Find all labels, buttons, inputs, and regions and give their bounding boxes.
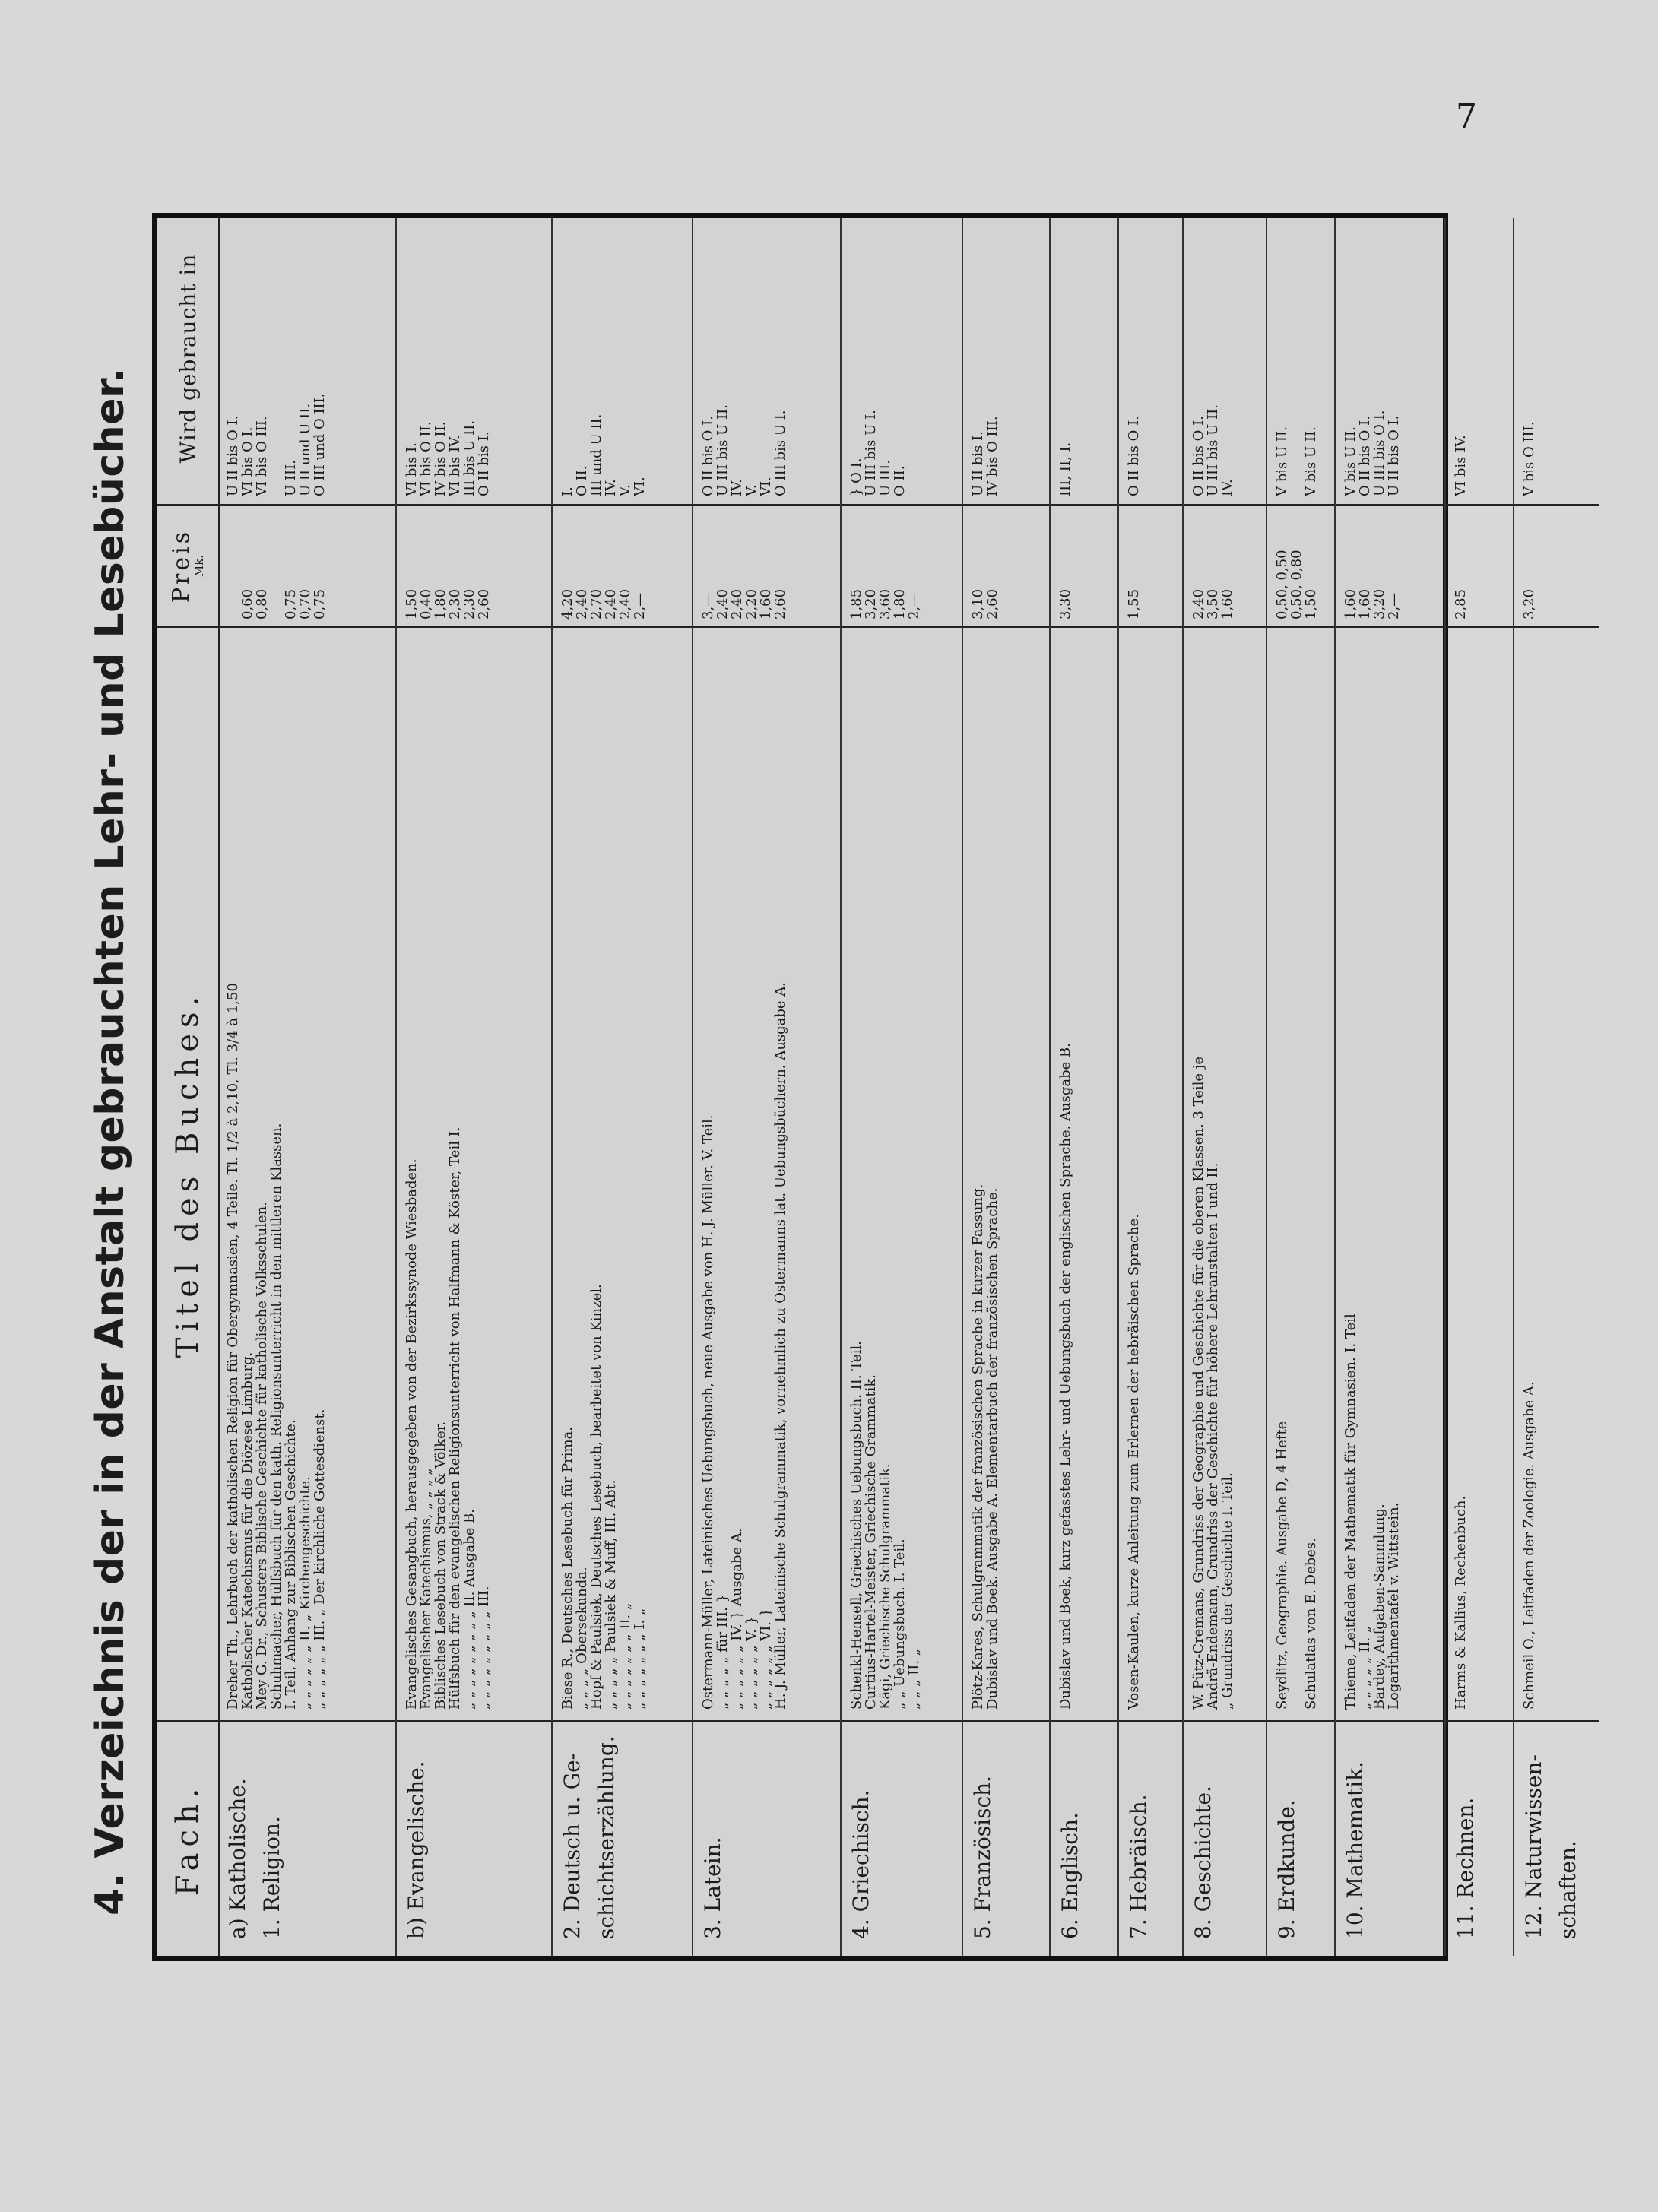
wird-line: O II bis I. (476, 431, 492, 496)
titel-line: Dreher Th., Lehrbuch der katholischen Religion für Obergymnasien, 4 Teile. Tl. 1/2 à 2,10, Tl. 3/4 à 1,50 (225, 983, 241, 1710)
titel-line: „ „ „ II. „ (906, 1648, 922, 1710)
wird-line (1289, 217, 1304, 496)
wird-line: U III bis U II. (1205, 404, 1221, 496)
preis-line: 3,20 (863, 588, 879, 620)
titel-line: Ostermann-Müller, Lateinisches Uebungsbuch, neue Ausgabe von H. J. Müller. V. Teil. (700, 1114, 716, 1710)
titel-line: W. Pütz-Cremans, Grundriss der Geographie und Geschichte für die oberen Klassen. 3 Teile je (1190, 1056, 1206, 1710)
titel-line: Hopf & Paulsiek, Deutsches Lesebuch, bearbeitet von Kinzel. (588, 1284, 604, 1710)
cell-wird-gebraucht (1119, 213, 1182, 504)
preis-line: 2,40 (574, 588, 590, 620)
cell-fach (693, 1720, 840, 1956)
titel-line: „ „ „ „ „ für III. } (715, 1593, 731, 1710)
titel-line: „ „ „ „ „ II. „ (1357, 1625, 1373, 1710)
cell-wird-gebraucht (397, 213, 551, 504)
book-list-table (152, 213, 1580, 1961)
preis-line: 3,— (700, 592, 716, 620)
wird-line: U III. (877, 460, 893, 496)
table-row (1184, 218, 1267, 1956)
wird-line: O II. (574, 465, 590, 496)
cell-titel (963, 626, 1049, 1720)
preis-line: 0,40 (418, 588, 434, 620)
preis-line: 1,60 (758, 588, 774, 620)
wird-line: U III bis O I. (1371, 410, 1387, 496)
wird-line: O III und O III. (312, 393, 328, 496)
wird-line: IV bis O III. (984, 416, 1000, 496)
wird-line: VI bis O I. (239, 426, 255, 496)
preis-line: 0,75 (312, 588, 328, 620)
cell-preis (1119, 504, 1182, 626)
preis-line: 2,60 (984, 588, 1000, 620)
titel-line: Logarithmentafel v. Wittstein. (1386, 1502, 1402, 1710)
preis-line: 1,60 (1357, 588, 1373, 620)
wird-line: IV. (1219, 479, 1235, 496)
preis-line: 1,80 (892, 588, 908, 620)
titel-line: Curtius-Hartel-Meister, Griechische Grammatik. (863, 1374, 879, 1710)
wird-line: I. (560, 486, 575, 496)
preis-line: 0,50, 0,80 (1289, 550, 1305, 620)
table-row (218, 218, 397, 1956)
cell-titel (1184, 626, 1266, 1720)
titel-line: Schuhmacher, Hülfsbuch für den kath. Religionsunterricht in den mittleren Klassen. (268, 1123, 284, 1710)
wird-line: III bis U II. (461, 420, 477, 496)
wird-line: } O I. (848, 458, 864, 496)
table-row (1514, 218, 1599, 1956)
wird-line: O II bis O I. (1357, 416, 1373, 496)
wird-line: U III bis U I. (863, 410, 879, 496)
cell-wird-gebraucht (1446, 213, 1513, 504)
table-row (397, 218, 553, 1956)
cell-preis (1336, 504, 1444, 626)
titel-line: „ „ „ „ „ „ III. „ Der kirchliche Gottesdienst. (312, 1409, 328, 1710)
titel-line: Biese R., Deutsches Lesebuch für Prima. (560, 1427, 575, 1710)
wird-line: O II bis O I. (1126, 416, 1142, 496)
titel-line: Schulatlas von E. Debes. (1303, 1538, 1319, 1710)
wird-line: U II und U II. (297, 403, 313, 496)
preis-line: 2,60 (772, 588, 788, 620)
preis-line: 1,55 (1126, 588, 1142, 620)
table-row (1119, 218, 1184, 1956)
cell-wird-gebraucht (1514, 213, 1599, 504)
wird-line: IV. (603, 479, 619, 496)
wird-line: V bis O III. (1521, 421, 1537, 496)
cell-wird-gebraucht (963, 213, 1049, 504)
cell-wird-gebraucht (693, 213, 840, 504)
preis-line (226, 511, 240, 620)
cell-fach (1184, 1720, 1266, 1956)
cell-preis (553, 504, 692, 626)
preis-line: 2,30 (461, 588, 477, 620)
wird-line: V bis U II. (1343, 426, 1358, 496)
wird-line: V bis U II. (1303, 426, 1319, 496)
cell-preis (1267, 504, 1334, 626)
cell-preis (397, 504, 551, 626)
titel-line: Hülfsbuch für den evangelischen Religionsunterricht von Halfmann & Köster, Teil I. (447, 1127, 463, 1710)
table-row (1267, 218, 1336, 1956)
table-row (1446, 218, 1514, 1956)
preis-line: 0,60 (239, 588, 255, 620)
fach-label: 11. Rechnen. (1453, 1797, 1478, 1939)
wird-line: III und U II. (588, 414, 604, 496)
cell-preis (1514, 504, 1599, 626)
wird-line: O II. (892, 465, 908, 496)
titel-line: Evangelisches Gesangbuch, herausgegeben von der Bezirkssynode Wiesbaden. (404, 1158, 420, 1710)
wird-line: VI. (632, 477, 648, 496)
wird-line: O III bis U I. (772, 410, 788, 496)
cell-preis (1051, 504, 1117, 626)
titel-line: „ „ „ „ „ „ „ I. „ (632, 1608, 648, 1710)
wird-line: U II bis O I. (1386, 415, 1402, 496)
titel-line: „ „ „ „ „ „ „ „ „ III. (476, 1586, 492, 1710)
cell-titel (1514, 626, 1599, 1720)
wird-line: VI bis O III. (254, 416, 270, 496)
preis-line: 2,— (906, 592, 922, 620)
preis-line: 1,80 (433, 588, 449, 620)
titel-line: „ „ „ „ „ „ II. „ Kirchengeschichte. (297, 1476, 313, 1710)
header-titel: Titel des Buches. (157, 626, 218, 1720)
preis-line: 0,70 (297, 588, 313, 620)
wird-line: III, II, I. (1057, 442, 1073, 496)
wird-line: O II bis O I. (1190, 416, 1206, 496)
preis-line: 0,50, 0,50 (1274, 550, 1290, 620)
wird-line: U II bis O I. (225, 415, 241, 496)
wird-line: VI bis I. (404, 442, 420, 496)
titel-line: Mey G. Dr., Schusters Biblische Geschichte für katholische Volksschulen. (254, 1202, 270, 1710)
preis-line: 2,60 (476, 588, 492, 620)
cell-titel (218, 626, 395, 1720)
titel-line: Seydlitz, Geographie. Ausgabe D, 4 Hefte (1274, 1421, 1290, 1710)
cell-titel (397, 626, 551, 1720)
titel-line: Plötz-Kares, Schulgrammatik der französischen Sprache in kurzer Fassung. (970, 1184, 986, 1710)
cell-fach (1446, 1720, 1513, 1956)
wird-line: V. (743, 484, 759, 496)
cell-fach (1514, 1720, 1599, 1956)
table-row (842, 218, 963, 1956)
titel-line: „ „ „ „ „ „ VI. } (758, 1608, 774, 1710)
titel-line: Harms & Kallius, Rechenbuch. (1453, 1495, 1469, 1710)
titel-line: H. J. Müller, Lateinische Schulgrammatik, vornehmlich zu Ostermanns lat. Uebungsbüchern. Ausgabe A. (772, 982, 788, 1710)
document-title: 4. Verzeichnis der in der Anstalt gebrauchten Lehr- und Lesebücher. (87, 368, 133, 1916)
titel-line: „ „ „ „ „ „ „ „ „ II. Ausgabe B. (461, 1508, 477, 1710)
wird-line: O II bis O I. (700, 416, 716, 496)
table-row (963, 218, 1051, 1956)
titel-line: Kägi, Griechische Schulgrammatik. (877, 1463, 893, 1710)
cell-titel (1267, 626, 1334, 1720)
preis-line: 1,60 (1219, 588, 1235, 620)
titel-line: „ „ „ „ „ Paulsiek & Muff, III. Abt. (603, 1479, 619, 1710)
preis-line: 2,40 (617, 588, 633, 620)
titel-line: „ Grundriss der Geschichte I. Teil. (1219, 1472, 1235, 1710)
fach-label: 1. Religion. (259, 1816, 284, 1939)
titel-line: Schenkl-Hensell, Griechisches Uebungsbuch. II. Teil. (848, 1341, 864, 1710)
preis-line: 2,70 (588, 588, 604, 620)
preis-line: 2,85 (1453, 588, 1469, 620)
table-row (693, 218, 842, 1956)
header-preis-unit: Mk. (192, 554, 206, 578)
preis-line: 3,20 (1521, 588, 1537, 620)
table-row (1051, 218, 1119, 1956)
wird-line: VI bis IV. (1453, 435, 1469, 496)
wird-line (907, 217, 921, 496)
cell-titel (553, 626, 692, 1720)
titel-line: Biblisches Lesebuch von Strack & Völker. (433, 1421, 449, 1710)
wird-line: VI. (758, 477, 774, 496)
wird-line: VI bis O II. (418, 421, 434, 496)
wird-line: U II bis I. (970, 431, 986, 496)
wird-line: U III. (283, 460, 299, 496)
titel-line: Katholischer Katechismus für die Diözese Limburg. (239, 1352, 255, 1710)
preis-line: 1,85 (848, 588, 864, 620)
wird-line: VI bis IV. (447, 435, 463, 496)
preis-line: 2,20 (743, 588, 759, 620)
cell-titel (1446, 626, 1513, 1720)
fach-label: 8. Geschichte. (1190, 1785, 1216, 1939)
fach-label: 4. Griechisch. (848, 1789, 873, 1939)
fach-label: b) Evangelische. (404, 1760, 429, 1939)
titel-line: Evangelischer Katechismus, „ „ „ „ (418, 1468, 434, 1710)
preis-line: 2,— (1386, 592, 1402, 620)
preis-line: 2,40 (729, 588, 745, 620)
fach-label: 5. Französisch. (970, 1775, 995, 1939)
wird-line (269, 217, 284, 496)
table-row (553, 218, 693, 1956)
cell-fach (1336, 1720, 1444, 1956)
cell-titel (1051, 626, 1117, 1720)
header-wird-gebraucht: Wird gebraucht in (175, 253, 201, 464)
wird-line: IV. (729, 479, 745, 496)
titel-line: „ „ „ „ „ „ V. } (743, 1615, 759, 1710)
preis-line: 0,75 (283, 588, 299, 620)
preis-line: 1,60 (1343, 588, 1358, 620)
fach-label: 2. Deutsch u. Ge- (560, 1752, 585, 1939)
cell-wird-gebraucht (553, 213, 692, 504)
fach-label: schaften. (1555, 1840, 1580, 1939)
cell-fach (1051, 1720, 1117, 1956)
cell-titel (842, 626, 962, 1720)
titel-line: „ „ „ „ „ „ „ II. „ (617, 1602, 633, 1710)
fach-label: schichtserzählung. (594, 1735, 619, 1939)
fach-label: a) Katholische. (225, 1778, 250, 1939)
cell-fach (963, 1720, 1049, 1956)
page-number: 7 (1456, 97, 1477, 136)
cell-titel (1119, 626, 1182, 1720)
titel-line: „ „ „ „ Obersekunda. (574, 1567, 590, 1710)
header-preis-label: Preis (168, 528, 195, 604)
fach-label: 9. Erdkunde. (1274, 1799, 1299, 1939)
preis-line: 4,20 (560, 588, 575, 620)
wird-line: U III bis U II. (715, 404, 731, 496)
titel-line: Schmeil O., Leitfaden der Zoologie. Ausgabe A. (1521, 1381, 1537, 1710)
titel-line: Dubislav und Boek. Ausgabe A. Elementarbuch der französischen Sprache. (984, 1187, 1000, 1710)
header-fach: Fach. (157, 1720, 218, 1956)
cell-titel (693, 626, 840, 1720)
header-preis (157, 504, 218, 626)
cell-wird-gebraucht (218, 213, 395, 504)
preis-line: 1,50 (1303, 588, 1319, 620)
preis-line: 3,50 (1205, 588, 1221, 620)
table-body (218, 218, 1580, 1956)
preis-line (269, 511, 284, 620)
fach-label: 3. Latein. (700, 1836, 725, 1939)
wird-line: V. (617, 484, 633, 496)
cell-preis (693, 504, 840, 626)
cell-titel (1336, 626, 1444, 1720)
titel-line: Thieme, Leitfaden der Mathematik für Gymnasien. I. Teil (1343, 1314, 1358, 1710)
cell-fach (397, 1720, 551, 1956)
preis-line: 2,40 (603, 588, 619, 620)
preis-line: 2,40 (1190, 588, 1206, 620)
cell-wird-gebraucht (842, 213, 962, 504)
cell-fach (553, 1720, 692, 1956)
preis-line: 2,30 (447, 588, 463, 620)
titel-line (1289, 635, 1304, 1710)
cell-fach (1119, 1720, 1182, 1956)
table-row (1336, 218, 1446, 1956)
cell-wird-gebraucht (1051, 213, 1117, 504)
preis-line: 2,— (632, 592, 648, 620)
titel-line: Dubislav und Boek, kurz gefasstes Lehr- und Uebungsbuch der englischen Sprache. Ausgabe B. (1057, 1043, 1073, 1710)
titel-line: „ „ „ „ „ „ IV. } Ausgabe A. (729, 1528, 745, 1710)
fach-label: 10. Mathematik. (1343, 1761, 1368, 1939)
cell-preis (1184, 504, 1266, 626)
fach-label: 7. Hebräisch. (1126, 1794, 1151, 1939)
cell-preis (218, 504, 395, 626)
preis-line: 3,10 (970, 588, 986, 620)
fach-label: 12. Naturwissen- (1521, 1754, 1546, 1939)
titel-line: I. Teil, Anhang zur Biblischen Geschichte. (283, 1419, 299, 1710)
titel-line: Vosen-Kaulen, kurze Anleitung zum Erlernen der hebräischen Sprache. (1126, 1213, 1142, 1710)
wird-line: IV bis O II. (433, 421, 449, 496)
cell-fach (1267, 1720, 1334, 1956)
preis-line: 3,60 (877, 588, 893, 620)
titel-line: Bardey, Aufgaben-Sammlung. (1371, 1504, 1387, 1710)
cell-wird-gebraucht (1267, 213, 1334, 504)
fach-label: 6. Englisch. (1057, 1812, 1083, 1939)
preis-line: 1,50 (404, 588, 420, 620)
preis-line: 3,20 (1371, 588, 1387, 620)
cell-fach (218, 1720, 395, 1956)
wird-line: V bis U II. (1274, 426, 1290, 496)
preis-line: 2,40 (715, 588, 731, 620)
preis-line: 3,30 (1057, 588, 1073, 620)
titel-line: „ „ Uebungsbuch. I. Teil. (892, 1539, 908, 1710)
cell-preis (842, 504, 962, 626)
cell-preis (963, 504, 1049, 626)
table-header (157, 218, 220, 1956)
titel-line: Andrä-Endemann, Grundriss der Geschichte für höhere Lehranstalten I und II. (1205, 1162, 1221, 1710)
cell-wird-gebraucht (1336, 213, 1444, 504)
cell-preis (1446, 504, 1513, 626)
preis-line: 0,80 (254, 588, 270, 620)
cell-fach (842, 1720, 962, 1956)
cell-wird-gebraucht (1184, 213, 1266, 504)
